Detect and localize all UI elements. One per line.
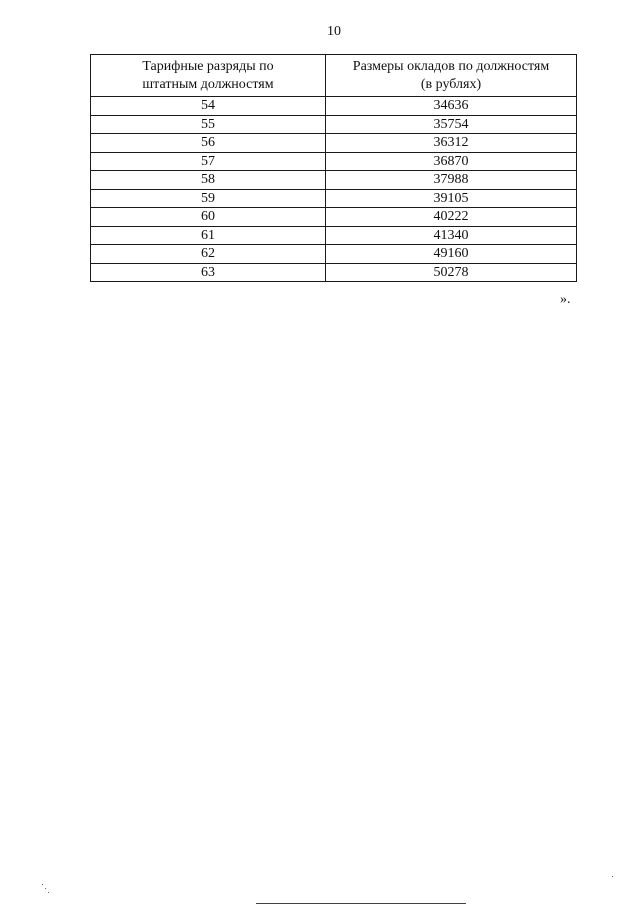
grade-cell: 60	[91, 208, 326, 227]
table-row	[91, 97, 577, 116]
salary-cell: 39105	[326, 189, 577, 208]
table-header-row	[91, 55, 577, 97]
table-row	[91, 245, 577, 264]
salary-cell: 50278	[326, 263, 577, 282]
grade-cell: 63	[91, 263, 326, 282]
header-grade-line-2: штатным должностям	[142, 77, 274, 92]
table-row	[91, 152, 577, 171]
salary-cell: 49160	[326, 245, 577, 264]
page-number: 10	[327, 24, 341, 39]
grade-cell: 58	[91, 171, 326, 190]
table-row	[91, 115, 577, 134]
scan-edge-line	[256, 903, 466, 904]
table-row	[91, 208, 577, 227]
table-row	[91, 134, 577, 153]
salary-cell: 35754	[326, 115, 577, 134]
salary-cell: 36312	[326, 134, 577, 153]
salary-cell: 36870	[326, 152, 577, 171]
header-salary	[326, 55, 577, 97]
grade-cell: 54	[91, 97, 326, 116]
grade-cell: 55	[91, 115, 326, 134]
grade-cell: 56	[91, 134, 326, 153]
table-row	[91, 171, 577, 190]
scan-artifact	[45, 888, 46, 889]
header-grade	[91, 55, 326, 97]
salary-cell: 41340	[326, 226, 577, 245]
salary-table	[90, 54, 577, 282]
header-salary-line-1: Размеры окладов по должностям	[352, 59, 550, 74]
grade-cell: 57	[91, 152, 326, 171]
grade-cell: 61	[91, 226, 326, 245]
header-salary-line-2: (в рублях)	[420, 77, 482, 92]
scan-artifact	[42, 884, 43, 885]
grade-cell: 59	[91, 189, 326, 208]
table-row	[91, 263, 577, 282]
scan-artifact	[612, 876, 613, 877]
closing-quote-mark: ».	[560, 292, 571, 307]
scan-artifact	[48, 892, 49, 893]
table-row	[91, 189, 577, 208]
salary-cell: 40222	[326, 208, 577, 227]
grade-cell: 62	[91, 245, 326, 264]
header-grade-line-1: Тарифные разряды по	[142, 59, 274, 74]
salary-cell: 34636	[326, 97, 577, 116]
table-row	[91, 226, 577, 245]
salary-cell: 37988	[326, 171, 577, 190]
